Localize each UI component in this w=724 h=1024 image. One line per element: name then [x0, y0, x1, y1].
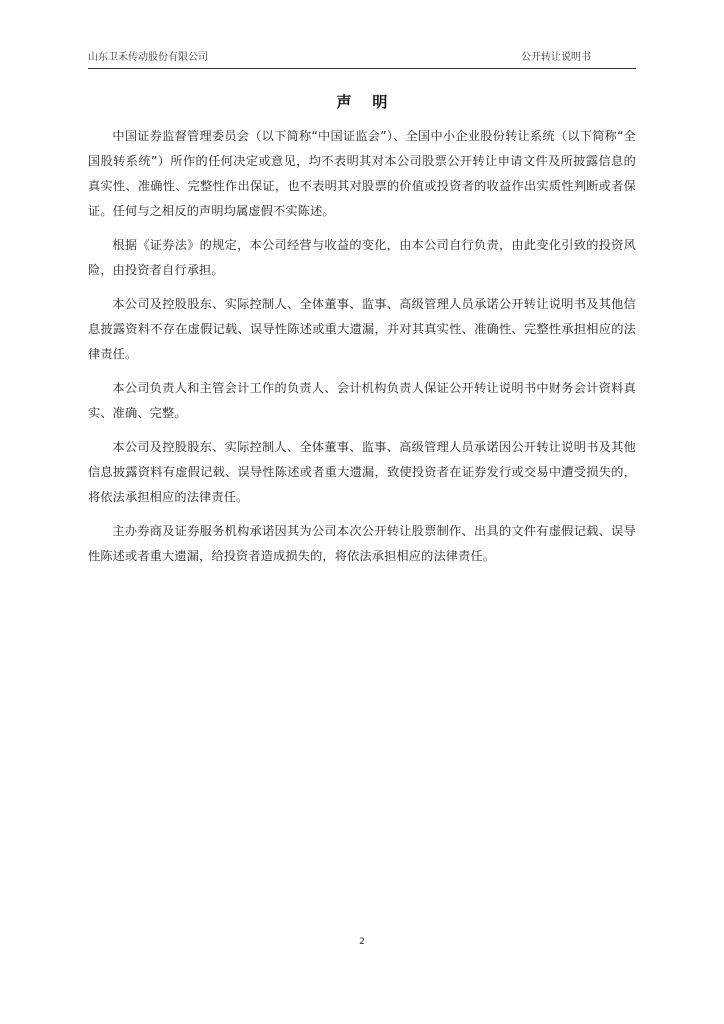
declaration-paragraph-6: 主办券商及证券服务机构承诺因其为公司本次公开转让股票制作、出具的文件有虚假记载、误导性陈述或者重大遗漏，给投资者造成损失的，将依法承担相应的法律责任。	[88, 524, 636, 563]
declaration-paragraph-3: 本公司及控股股东、实际控制人、全体董事、监事、高级管理人员承诺公开转让说明书及其他信息披露资料不存在虚假记载、误导性陈述或重大遗漏，并对其真实性、准确性、完整性承担相应的法律责任。	[88, 297, 636, 361]
declaration-paragraph-1: 中国证券监督管理委员会（以下简称“中国证监会”）、全国中小企业股份转让系统（以下简称“全国股转系统”）所作的任何决定或意见，均不表明其对本公司股票公开转让申请文件及所披露信息的真实性、准确性、完整性作出保证，也不表明其对股票的价值或投资者的收益作出实质性判断或者保证。任何与之相反的声明均属虚假不实陈述。	[88, 129, 636, 218]
declaration-body	[88, 124, 636, 578]
page-number: 2	[359, 937, 365, 947]
page-title: 声 明	[336, 93, 388, 111]
declaration-paragraph-2: 根据《证券法》的规定，本公司经营与收益的变化，由本公司自行负责，由此变化引致的投资风险，由投资者自行承担。	[88, 238, 636, 277]
header-document-title: 公开转让说明书	[521, 52, 591, 63]
header-company-name: 山东卫禾传动股份有限公司	[88, 52, 208, 63]
declaration-paragraph-5: 本公司及控股股东、实际控制人、全体董事、监事、高级管理人员承诺因公开转让说明书及其他信息披露资料有虚假记载、误导性陈述或者重大遗漏，致使投资者在证券发行或交易中遭受损失的，将依法承担相应的法律责任。	[88, 440, 636, 504]
declaration-paragraph-4: 本公司负责人和主管会计工作的负责人、会计机构负责人保证公开转让说明书中财务会计资料真实、准确、完整。	[88, 381, 636, 420]
page-header	[88, 50, 636, 69]
